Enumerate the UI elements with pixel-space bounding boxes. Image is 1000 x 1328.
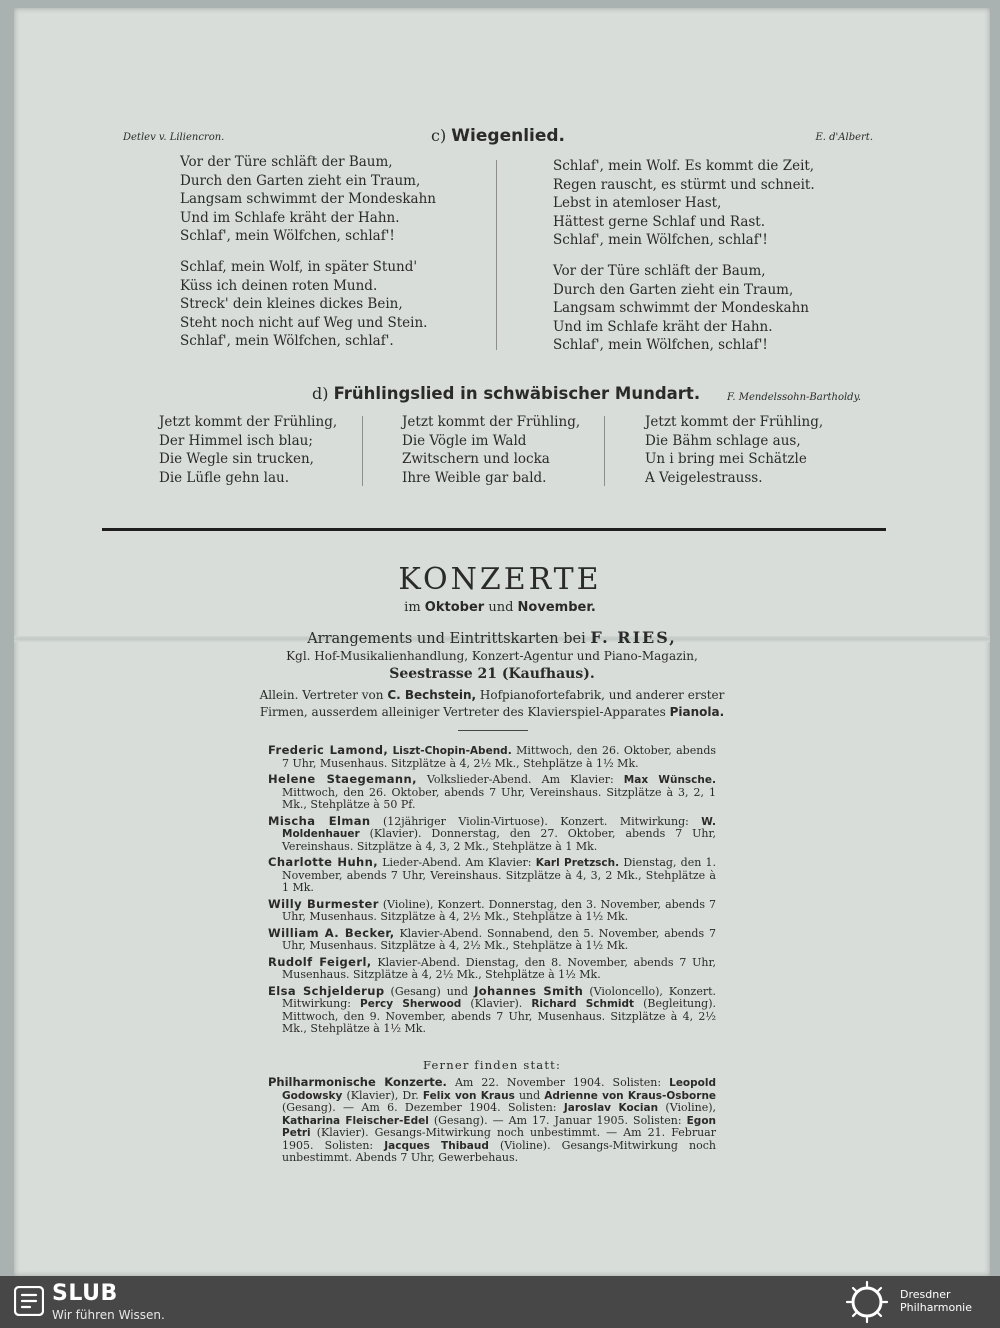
concert-entry	[268, 956, 716, 982]
subtitle-text: im	[404, 600, 421, 615]
verse-line: Der Himmel isch blau;	[159, 432, 313, 449]
philharmonic-entry	[268, 1076, 716, 1165]
dp-name-line: Philharmonie	[900, 1301, 972, 1314]
verse-line: Durch den Garten zieht ein Traum,	[180, 172, 421, 189]
soloist-name: Katharina Fleischer-Edel	[282, 1114, 429, 1127]
verse-line: Die Vögle im Wald	[402, 432, 527, 449]
stanza	[180, 258, 436, 351]
verse-line: Die Wegle sin trucken,	[159, 451, 314, 468]
rep-text: Allein. Vertreter von	[259, 688, 384, 702]
verse-line: Langsam schwimmt der Mondeskahn	[180, 191, 436, 208]
poem-fruehlingslied-title	[312, 384, 700, 403]
concert-details: (Gesang). — Am 6. Dezember 1904. Solisten:	[282, 1101, 557, 1114]
verse-line: Jetzt kommt der Frühling,	[159, 414, 338, 430]
poem-title	[431, 126, 565, 146]
poem-title-text: Frühlingslied in schwäbischer Mundart.	[333, 384, 701, 403]
verse-line: Schlaf', mein Wölfchen, schlaf'.	[180, 333, 394, 350]
concert-entry	[268, 815, 716, 854]
poem-number: d)	[312, 384, 329, 403]
concert-details: (Begleitung). Mittwoch, den 9. November, abends 7 Uhr, Musenhaus. Sitzplätze à 4, 2½ Mk., Stehplätze à 1½ Mk.	[282, 997, 716, 1035]
soloist-name: Adrienne von Kraus-Osborne	[544, 1089, 717, 1102]
concert-details: Mittwoch, den 26. Oktober, abends 7 Uhr, Musenhaus. Sitzplätze à 4, 2½ Mk., Stehplätze à 1½ Mk.	[282, 744, 717, 770]
slub-tagline: Wir führen Wissen.	[52, 1308, 165, 1322]
performer-name: Johannes Smith	[474, 983, 584, 998]
verse-line: Küss ich deinen roten Mund.	[180, 277, 378, 294]
concert-details: abends 7 Uhr, Musenhaus. Sitzplätze à 4, 2½ Mk., Stehplätze à 1½ Mk.	[282, 926, 716, 952]
performer-name: William A. Becker,	[268, 925, 395, 940]
rep-text: Hofpianofortefabrik, und anderer erster	[479, 688, 725, 702]
concert-details: Am 22. November 1904. Solisten:	[454, 1076, 662, 1089]
concert-details: (Violine),	[665, 1101, 717, 1114]
verse-line: Ihre Weible gar bald.	[402, 469, 547, 486]
accompanist-name: Percy Sherwood	[360, 998, 462, 1010]
concert-details: (Klavier).	[470, 997, 523, 1010]
soloist-name: Felix von Kraus	[422, 1089, 515, 1102]
verse-line: Un i bring mei Schätzle	[645, 451, 807, 468]
verse-line: Hättest gerne Schlaf und Rast.	[553, 213, 766, 230]
concert-details: Mittwoch, den 26. Oktober, abends 7 Uhr, Vereinshaus. Sitzplätze à 3, 2, 1 Mk., Stehplätze à 50 Pf.	[282, 785, 716, 811]
concert-list	[268, 744, 716, 1039]
verse-line: Jetzt kommt der Frühling,	[402, 414, 581, 430]
representative-line	[0, 688, 984, 702]
column-divider	[496, 160, 497, 350]
verse-line: Vor der Türe schläft der Baum,	[180, 154, 393, 170]
verse-line: Zwitschern und locka	[402, 451, 550, 468]
series-name: Philharmonische Konzerte.	[268, 1075, 447, 1089]
subtitle-text: und	[488, 600, 514, 615]
concert-title: (Violine), Konzert. Donnerstag, den 3. November,	[382, 897, 662, 911]
rep-firm: C. Bechstein,	[387, 688, 477, 702]
concert-entry	[268, 985, 716, 1036]
accompanist-name: W. Moldenhauer	[282, 815, 716, 840]
concert-details: abends 7 Uhr, Musenhaus. Sitzplätze à 4, 2½ Mk., Stehplätze à 1½ Mk.	[282, 897, 717, 923]
poem-d-column-1	[159, 413, 337, 487]
verse-line: Schlaf', mein Wölfchen, schlaf'!	[553, 337, 768, 354]
accompanist-name: Richard Schmidt	[531, 998, 635, 1010]
concert-details: (Klavier). Gesangs-Mitwirkung noch unbestimmt. — Am 21. Februar 1905. Solisten:	[282, 1126, 716, 1152]
firm-address	[0, 666, 984, 682]
poem-d-column-2	[402, 413, 580, 487]
footer-bar	[0, 1276, 1000, 1328]
rep-brand: Pianola.	[669, 705, 725, 719]
soloist-name: Jacques Thibaud	[384, 1139, 489, 1152]
verse-line: Schlaf, mein Wolf, in später Stund'	[180, 258, 418, 275]
accompanist-name: Max Wünsche.	[623, 774, 716, 786]
concert-details: Dienstag, den 1. November, abends 7 Uhr, Vereinshaus. Sitzplätze à 4, 3, 2 Mk., Stehplätze à 1 Mk.	[282, 856, 716, 894]
philharmonic-text	[268, 1076, 716, 1165]
stanza	[553, 157, 815, 250]
slub-name[interactable]: SLUB	[52, 1281, 118, 1306]
column-divider	[604, 416, 605, 486]
verse-line: A Veigelestrauss.	[645, 469, 763, 486]
concert-details: (Gesang) und	[390, 984, 469, 998]
performer-name: Frederic Lamond,	[268, 743, 389, 757]
performer-name: Charlotte Huhn,	[268, 855, 378, 869]
concert-details: (Violine). Gesangs-Mitwirkung noch unbestimmt. Abends 7 Uhr, Gewerbehaus.	[282, 1138, 716, 1164]
soloist-name: Leopold Godowsky	[282, 1077, 716, 1102]
concert-details: und	[518, 1088, 541, 1102]
verse-line: Langsam schwimmt der Mondeskahn	[553, 300, 809, 317]
soloist-name: Egon Petri	[282, 1114, 717, 1139]
poet-name: Detlev v. Liliencron.	[123, 132, 225, 143]
section-title: KONZERTE	[398, 562, 602, 597]
concert-entry	[268, 898, 716, 924]
firm-name: F. RIES,	[590, 628, 677, 647]
concert-title: Klavier-Abend. Sonnabend, den 5. November,	[399, 926, 660, 940]
concert-title: Liszt-Chopin-Abend.	[392, 745, 512, 757]
concert-title: Lieder-Abend. Am Klavier:	[382, 856, 532, 869]
poem-d-column-3	[645, 413, 823, 487]
composer-name: F. Mendelssohn-Bartholdy.	[727, 392, 862, 403]
rep-text: Firmen, ausserdem alleiniger Vertreter des Klavierspiel-Apparates	[259, 705, 666, 719]
slub-logo-icon[interactable]	[14, 1286, 44, 1316]
poem-c-right-column	[553, 157, 815, 367]
ferner-heading: Ferner finden statt:	[422, 1058, 562, 1072]
accompanist-name: Karl Pretzsch.	[535, 857, 620, 869]
verse-line: Schlaf', mein Wolf. Es kommt die Zeit,	[553, 158, 815, 174]
representative-line	[0, 705, 984, 719]
verse-line: Regen rauscht, es stürmt und schneit.	[553, 176, 815, 193]
verse-line: Streck' dein kleines dickes Bein,	[180, 296, 403, 313]
verse-line: Und im Schlafe kräht der Hahn.	[180, 209, 400, 226]
column-divider	[362, 416, 363, 486]
dresdner-philharmonie-logo-icon[interactable]	[843, 1280, 891, 1324]
concert-details: 7 Uhr, Musenhaus. Sitzplätze à 4, 2½ Mk., Stehplätze à 1½ Mk.	[282, 955, 717, 981]
poem-title-text: Wiegenlied.	[451, 126, 566, 146]
soloist-name: Jaroslav Kocian	[563, 1102, 659, 1114]
poem-header	[105, 118, 885, 152]
verse-line: Vor der Türe schläft der Baum,	[553, 262, 766, 279]
performer-name: Willy Burmester	[268, 896, 379, 911]
verse-line: Lebst in atemloser Hast,	[553, 195, 722, 212]
performer-name: Mischa Elman	[268, 813, 371, 828]
concert-details: (Klavier). Donnerstag, den 27. Oktober, abends 7 Uhr, Vereinshaus. Sitzplätze à 4, 3, 2 Mk., Stehplätze à 1 Mk.	[282, 827, 717, 853]
performer-name: Rudolf Feigerl,	[268, 954, 372, 969]
stanza	[180, 153, 436, 246]
dresdner-philharmonie-name[interactable]	[900, 1288, 972, 1314]
concert-entry	[268, 773, 716, 812]
concert-details: (Gesang). — Am 17. Januar 1905. Solisten:	[433, 1113, 682, 1127]
composer-name: E. d'Albert.	[815, 132, 873, 143]
arrangements-line	[0, 628, 984, 647]
verse-line: Jetzt kommt der Frühling,	[645, 414, 824, 430]
subtitle-month: November.	[517, 600, 596, 615]
verse-line: Und im Schlafe kräht der Hahn.	[553, 318, 773, 335]
concert-entry	[268, 927, 716, 953]
dp-name-line: Dresdner	[900, 1288, 951, 1301]
concert-title: Klavier-Abend. Dienstag, den 8. November, abends	[377, 955, 674, 969]
stanza	[553, 262, 815, 355]
verse-line: Durch den Garten zieht ein Traum,	[553, 281, 794, 298]
concert-title: (12jähriger Violin-Virtuose). Konzert. Mitwirkung:	[382, 814, 689, 828]
address-text: Seestrasse 21 (Kaufhaus).	[389, 666, 595, 682]
subtitle-month: Oktober	[424, 600, 485, 615]
verse-line: Schlaf', mein Wölfchen, schlaf'!	[180, 228, 395, 245]
firm-description: Kgl. Hof-Musikalienhandlung, Konzert-Agentur und Piano-Magazin,	[286, 649, 698, 663]
short-divider	[458, 730, 528, 731]
section-subtitle	[0, 600, 1000, 615]
verse-line: Die Bähm schlage aus,	[645, 432, 801, 449]
arrangements-text: Arrangements und Eintrittskarten bei	[307, 631, 586, 647]
concert-entry	[268, 744, 716, 770]
performer-name: Helene Staegemann,	[268, 772, 417, 786]
section-rule	[102, 528, 886, 531]
concert-title: Volkslieder-Abend. Am Klavier:	[426, 773, 614, 786]
concert-details: (Klavier), Dr.	[346, 1088, 419, 1102]
concert-entry	[268, 856, 716, 895]
verse-line: Schlaf', mein Wölfchen, schlaf'!	[553, 232, 768, 249]
verse-line: Die Lüfle gehn lau.	[159, 469, 290, 486]
verse-line: Steht noch nicht auf Weg und Stein.	[180, 314, 428, 331]
concert-details: (Violoncello), Konzert. Mitwirkung:	[282, 984, 717, 1010]
poem-number: c)	[431, 126, 447, 145]
performer-name: Elsa Schjelderup	[268, 983, 385, 998]
poem-c-left-column	[180, 153, 436, 363]
